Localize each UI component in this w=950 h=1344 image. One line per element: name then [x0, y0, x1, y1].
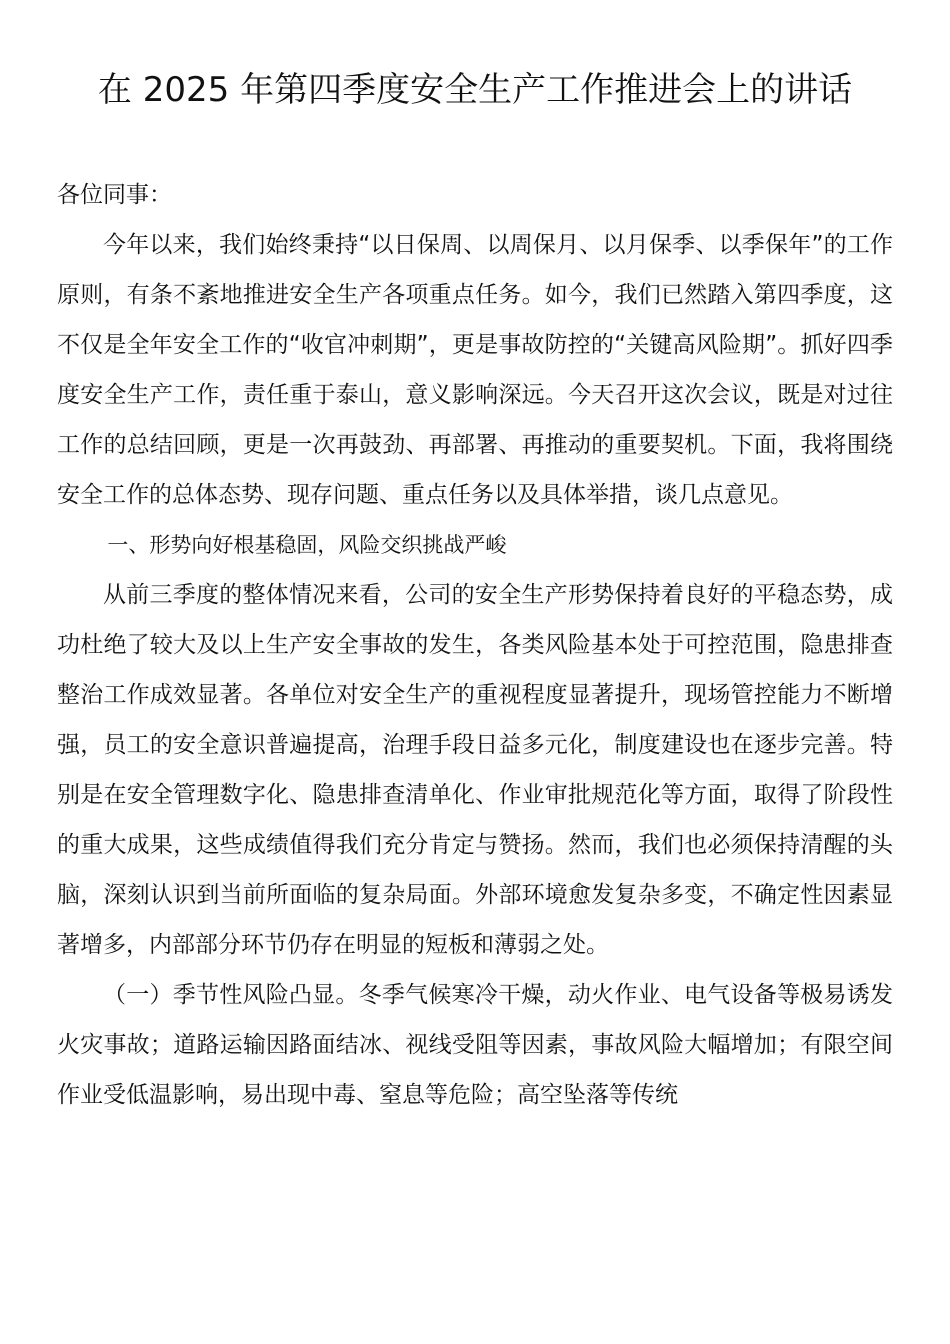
section-paragraph-2: （一）季节性风险凸显。冬季气候寒冷干燥，动火作业、电气设备等极易诱发火灾事故；道路运输因路面结冰、视线受阻等因素，事故风险大幅增加；有限空间作业受低温影响，易出现中毒、窒息等危险；高空坠落等传统 — [57, 982, 893, 1108]
section-heading-1: 一、形势向好根基稳固，风险交织挑战严峻 — [107, 533, 507, 557]
document-title: 在 2025 年第四季度安全生产工作推进会上的讲话 — [97, 70, 853, 110]
section-paragraph-1: 从前三季度的整体情况来看，公司的安全生产形势保持着良好的平稳态势，成功杜绝了较大及以上生产安全事故的发生，各类风险基本处于可控范围，隐患排查整治工作成效显著。各单位对安全生产的重视程度显著提升，现场管控能力不断增强，员工的安全意识普遍提高，治理手段日益多元化，制度建设也在逐步完善。特别是在安全管理数字化、隐患排查清单化、作业审批规范化等方面，取得了阶段性的重大成果，这些成绩值得我们充分肯定与赞扬。然而，我们也必须保持清醒的头脑，深刻认识到当前所面临的复杂局面。外部环境愈发复杂多变，不确定性因素显著增多，内部部分环节仍存在明显的短板和薄弱之处。 — [57, 582, 893, 958]
salutation: 各位同事： — [57, 182, 172, 208]
document-page — [57, 58, 893, 1120]
intro-paragraph: 今年以来，我们始终秉持“以日保周、以周保月、以月保季、以季保年”的工作原则，有条不紊地推进安全生产各项重点任务。如今，我们已然踏入第四季度，这不仅是全年安全工作的“收官冲刺期”，更是事故防控的“关键高风险期”。抓好四季度安全生产工作，责任重于泰山，意义影响深远。今天召开这次会议，既是对过往工作的总结回顾，更是一次再鼓劲、再部署、再推动的重要契机。下面，我将围绕安全工作的总体态势、现存问题、重点任务以及具体举措，谈几点意见。 — [57, 232, 893, 508]
